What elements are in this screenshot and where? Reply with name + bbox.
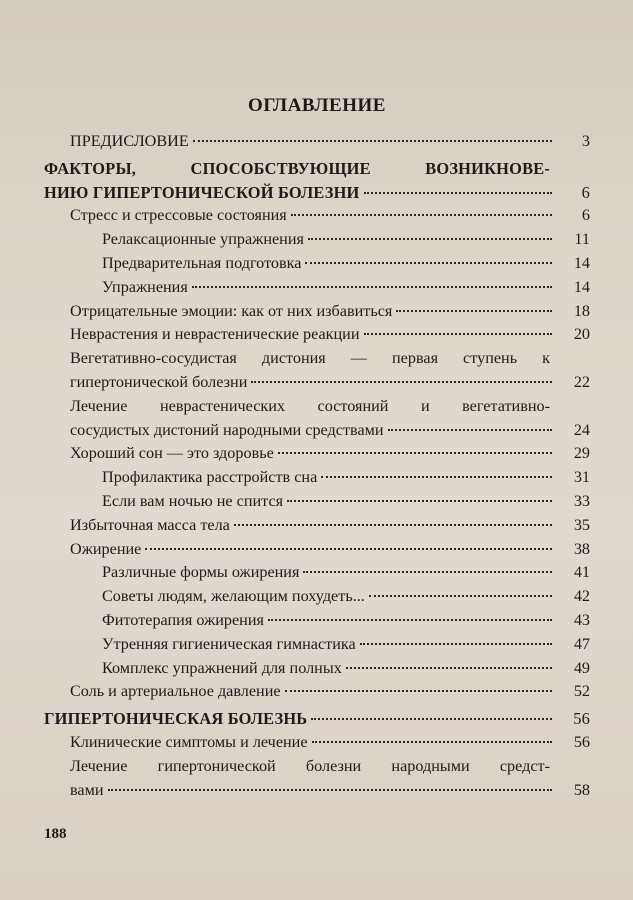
toc-entry-title: НИЮ ГИПЕРТОНИЧЕСКОЙ БОЛЕЗНИ [44, 182, 360, 202]
dot-leader [364, 332, 553, 335]
toc-entry-title: Релаксационные упражнения [102, 230, 304, 249]
toc-entry-title: Профилактика расстройств сна [102, 468, 318, 487]
dot-leader [303, 570, 552, 573]
dot-leader [360, 642, 552, 645]
toc-entry-line [70, 419, 590, 443]
toc-entry-line [102, 609, 590, 633]
toc-entry-title: Различные формы ожирения [102, 563, 300, 582]
toc-entry-title-line: Лечение гипертонической болезни народными средст- [70, 756, 550, 775]
toc-entry-line [102, 252, 590, 276]
toc-entry-page: 29 [573, 444, 590, 463]
toc-entry-title: ПРЕДИСЛОВИЕ [70, 132, 189, 150]
toc-entry-page: 35 [573, 515, 590, 534]
toc-entries [44, 130, 590, 802]
toc-chapter [44, 538, 590, 562]
toc-entry-title: сосудистых дистоний народными средствами [70, 420, 384, 439]
toc-entry-title: Неврастения и неврастенические реакции [70, 325, 360, 344]
table-of-contents [44, 94, 590, 802]
toc-entry-page: 58 [573, 780, 590, 799]
toc-entry-line [102, 490, 590, 514]
toc-chapter [44, 442, 590, 466]
toc-chapter [44, 130, 590, 154]
toc-chapter [44, 204, 590, 228]
dot-leader [278, 451, 552, 454]
page-number: 188 [44, 826, 67, 842]
toc-entry-title: Соль и артериальное давление [70, 682, 281, 701]
toc-entry-page: 14 [573, 277, 590, 296]
toc-entry-title-line: Лечение неврастенических состояний и вегетативно- [70, 396, 550, 415]
toc-entry-page: 41 [573, 563, 590, 582]
toc-subchapter [44, 490, 590, 514]
dot-leader [396, 309, 552, 312]
toc-entry-page: 6 [581, 182, 590, 202]
toc-entry-page: 6 [581, 206, 590, 225]
toc-entry-line [70, 204, 590, 228]
dot-leader [287, 499, 552, 502]
toc-entry-line [70, 680, 590, 704]
toc-entry-title: Утренняя гигиеническая гимнастика [102, 634, 356, 653]
toc-entry-page: 18 [573, 301, 590, 320]
toc-entry-page: 20 [573, 325, 590, 344]
toc-chapter [44, 731, 590, 755]
dot-leader [346, 666, 552, 669]
dot-leader [268, 618, 552, 621]
toc-chapter [44, 347, 590, 395]
toc-entry-page: 33 [573, 491, 590, 510]
toc-entry-line [102, 633, 590, 657]
toc-subchapter [44, 633, 590, 657]
dot-leader [145, 547, 552, 550]
toc-entry-page: 42 [573, 587, 590, 606]
toc-entry-title: Клинические симптомы и лечение [70, 732, 308, 751]
dot-leader [364, 191, 552, 194]
toc-entry-line [70, 514, 590, 538]
toc-entry-page: 11 [574, 230, 590, 249]
toc-entry-page: 14 [573, 253, 590, 272]
toc-entry-line [70, 538, 590, 562]
toc-entry-page: 49 [573, 658, 590, 677]
toc-entry-page: 31 [573, 468, 590, 487]
dot-leader [285, 689, 552, 692]
dot-leader [251, 380, 552, 383]
dot-leader [192, 285, 552, 288]
toc-entry-line [102, 585, 590, 609]
dot-leader [388, 428, 552, 431]
dot-leader [308, 237, 552, 240]
toc-chapter [44, 680, 590, 704]
toc-entry-line [44, 707, 590, 731]
toc-entry-title: Отрицательные эмоции: как от них избавиться [70, 301, 393, 320]
toc-subchapter [44, 609, 590, 633]
toc-subchapter [44, 228, 590, 252]
toc-entry-page: 3 [581, 132, 590, 150]
toc-entry-page: 38 [573, 539, 590, 558]
toc-entry-title: Если вам ночью не спится [102, 491, 284, 510]
toc-subchapter [44, 466, 590, 490]
toc-chapter [44, 755, 590, 803]
toc-entry-title: Советы людям, желающим похудеть... [102, 587, 365, 606]
toc-subchapter [44, 585, 590, 609]
toc-entry-line [102, 228, 590, 252]
toc-entry-page: 56 [573, 709, 590, 729]
toc-entry-line [70, 323, 590, 347]
toc-entry-page: 43 [573, 610, 590, 629]
toc-entry-line [44, 181, 590, 205]
toc-entry-title: ГИПЕРТОНИЧЕСКАЯ БОЛЕЗНЬ [44, 709, 308, 729]
toc-entry-title: Избыточная масса тела [70, 515, 230, 534]
toc-entry-line [70, 731, 590, 755]
toc-entry-title: вами [70, 780, 104, 799]
dot-leader [305, 261, 552, 264]
toc-subchapter [44, 252, 590, 276]
toc-entry-page: 47 [573, 634, 590, 653]
toc-chapter [44, 323, 590, 347]
dot-leader [311, 717, 552, 720]
toc-entry-page: 52 [573, 682, 590, 701]
toc-entry-title: Предварительная подготовка [102, 253, 302, 272]
toc-entry-page: 22 [573, 372, 590, 391]
dot-leader [234, 523, 552, 526]
toc-entry-title: Хороший сон — это здоровье [70, 444, 274, 463]
page-title: ОГЛАВЛЕНИЕ [248, 95, 386, 116]
toc-entry-line [70, 371, 590, 395]
dot-leader [321, 475, 552, 478]
toc-entry-title: Упражнения [102, 277, 188, 296]
toc-entry-line [70, 130, 590, 154]
dot-leader [369, 594, 552, 597]
toc-entry-page: 56 [573, 732, 590, 751]
toc-entry-title-line: ФАКТОРЫ, СПОСОБСТВУЮЩИЕ ВОЗНИКНОВЕ- [44, 158, 550, 178]
toc-chapter [44, 395, 590, 443]
toc-entry-title-line: Вегетативно-сосудистая дистония — первая ступень к [70, 349, 550, 368]
toc-subchapter [44, 657, 590, 681]
toc-entry-title: Ожирение [70, 539, 142, 558]
dot-leader [108, 788, 552, 791]
toc-entry-line [102, 466, 590, 490]
dot-leader [193, 139, 552, 142]
toc-entry-page: 24 [573, 420, 590, 439]
toc-chapter [44, 514, 590, 538]
toc-entry-title: Фитотерапия ожирения [102, 610, 264, 629]
toc-entry-title: гипертонической болезни [70, 372, 248, 391]
toc-subchapter [44, 276, 590, 300]
toc-entry-line [102, 561, 590, 585]
toc-entry-line [70, 779, 590, 803]
toc-entry-title: Комплекс упражнений для полных [102, 658, 342, 677]
toc-section [44, 157, 590, 205]
toc-entry-line [70, 300, 590, 324]
dot-leader [312, 740, 552, 743]
dot-leader [291, 213, 552, 216]
toc-entry-line [102, 657, 590, 681]
toc-entry-line [102, 276, 590, 300]
toc-subchapter [44, 561, 590, 585]
toc-entry-title: Стресс и стрессовые состояния [70, 206, 287, 225]
toc-section [44, 707, 590, 731]
toc-chapter [44, 300, 590, 324]
toc-entry-line [70, 442, 590, 466]
